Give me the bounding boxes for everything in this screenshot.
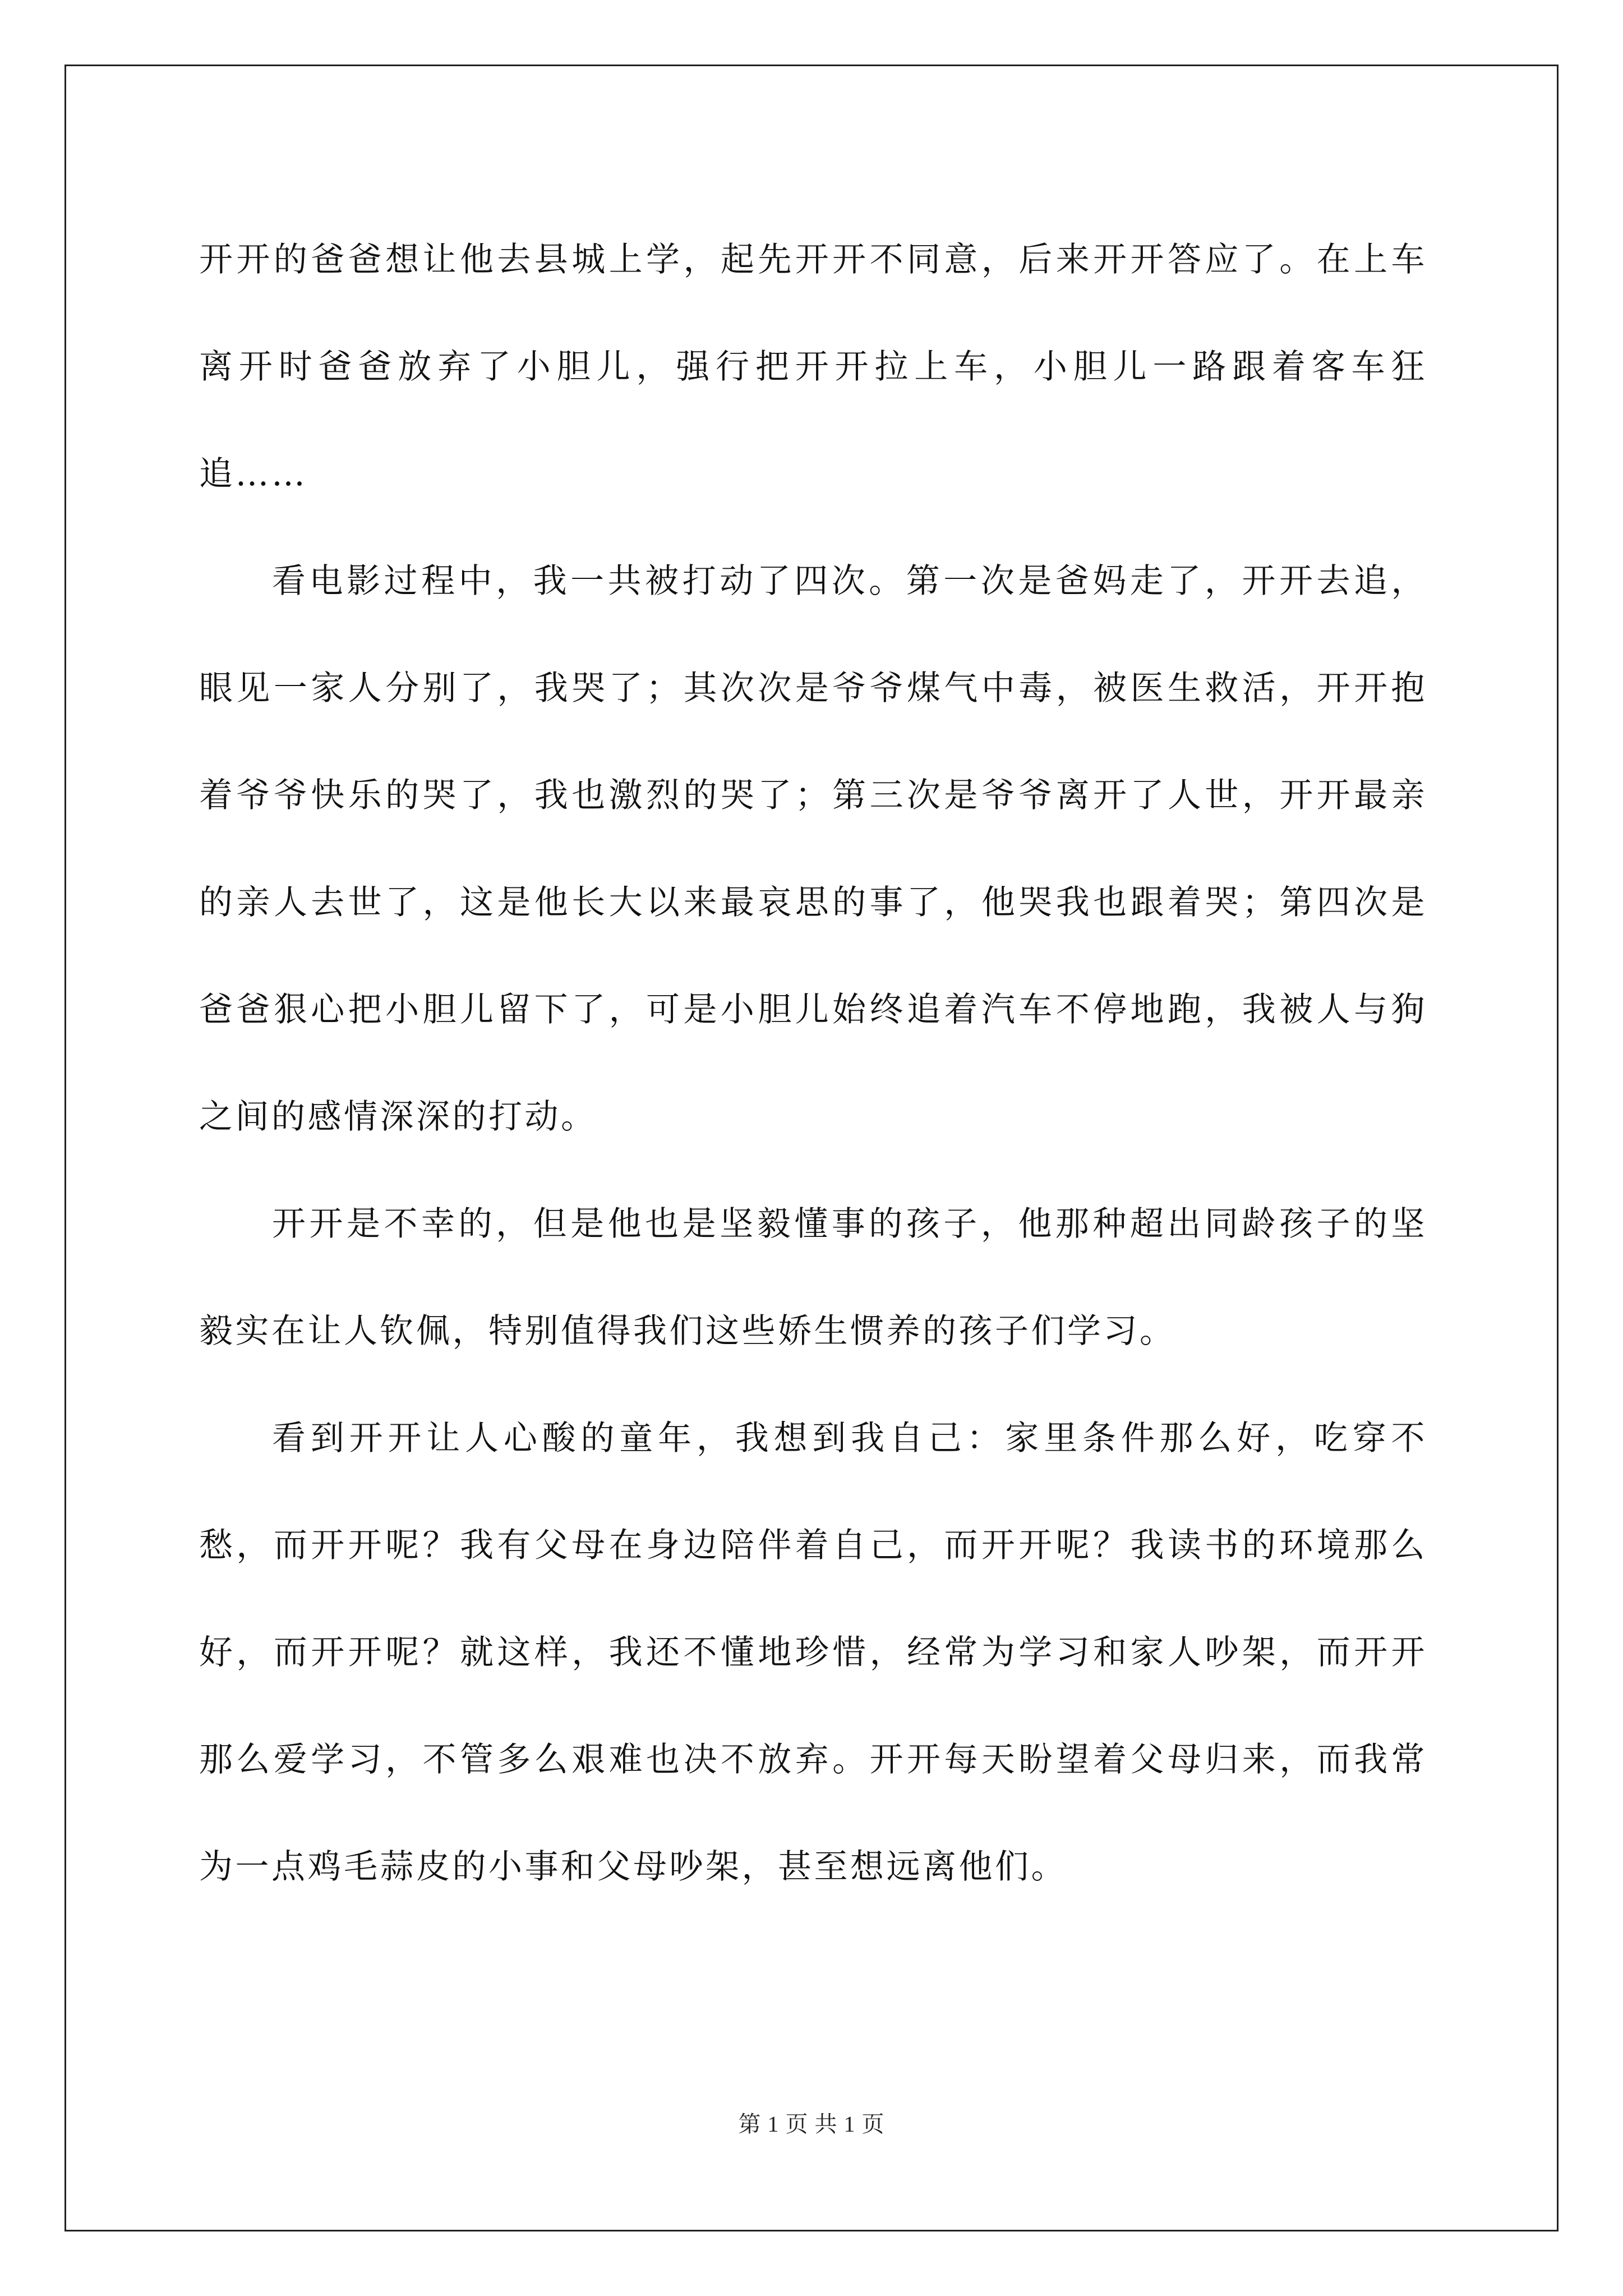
paragraph: 开开的爸爸想让他去县城上学，起先开开不同意，后来开开答应了。在上车离开时爸爸放弃了小胆儿，强行把开开拉上车，小胆儿一路跟着客车狂追…… [199,240,1427,494]
page-number-footer: 第 1 页 共 1 页 [738,2111,885,2137]
paragraph: 开开是不幸的，但是他也是坚毅懂事的孩子，他那种超出同龄孩子的坚毅实在让人钦佩，特别值得我们这些娇生惯养的孩子们学习。 [199,1204,1427,1351]
paragraph: 看电影过程中，我一共被打动了四次。第一次是爸妈走了，开开去追，眼见一家人分别了，我哭了；其次次是爷爷煤气中毒，被医生救活，开开抱着爷爷快乐的哭了，我也激烈的哭了；第三次是爷爷离开了人世，开开最亲的亲人去世了，这是他长大以来最哀思的事了，他哭我也跟着哭；第四次是爸爸狠心把小胆儿留下了，可是小胆儿始终追着汽车不停地跑，我被人与狗之间的感情深深的打动。 [199,562,1427,1137]
document-body [199,206,1427,1921]
paragraph: 看到开开让人心酸的童年，我想到我自己：家里条件那么好，吃穿不愁，而开开呢？我有父母在身边陪伴着自己，而开开呢？我读书的环境那么好，而开开呢？就这样，我还不懂地珍惜，经常为学习和家人吵架，而开开那么爱学习，不管多么艰难也决不放弃。开开每天盼望着父母归来，而我常为一点鸡毛蒜皮的小事和父母吵架，甚至想远离他们。 [199,1419,1427,1887]
